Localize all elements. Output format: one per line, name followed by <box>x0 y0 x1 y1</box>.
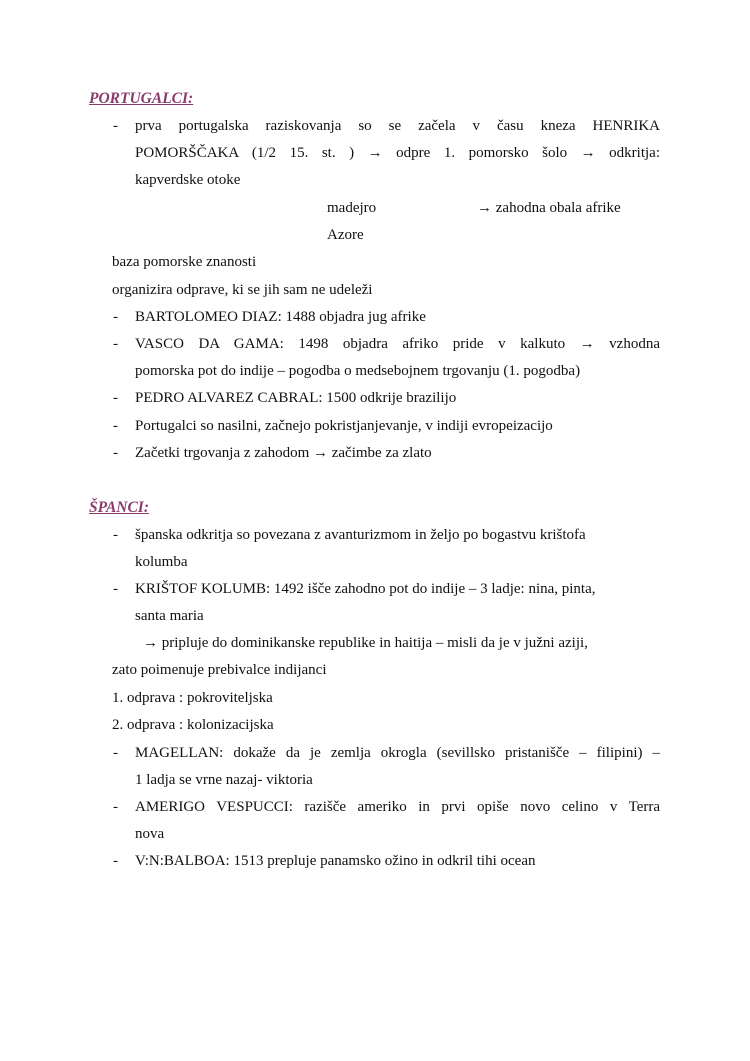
list-item-line: MAGELLAN: dokaže da je zemlja okrogla (sevillsko pristanišče – filipini) – <box>135 745 660 761</box>
list-item-line: AMERIGO VESPUCCI: razišče ameriko in prvi opiše novo celino v Terra <box>135 799 660 815</box>
bullet: - <box>113 527 118 543</box>
paragraph-line: baza pomorske znanosti <box>112 254 257 270</box>
bullet: - <box>113 581 118 597</box>
paragraph-line: 2. odprava : kolonizacijska <box>112 717 274 733</box>
list-item-line: prva portugalska raziskovanja so se začela v času kneza HENRIKA <box>135 118 660 134</box>
list-item-line: V:N:BALBOA: 1513 prepluje panamsko ožino in odkril tihi ocean <box>135 853 536 869</box>
list-item-line: Portugalci so nasilni, začnejo pokristjanjevanje, v indiji evropeizacijo <box>135 418 553 434</box>
heading-spanci: ŠPANCI: <box>89 499 150 516</box>
paragraph-line: 1. odprava : pokroviteljska <box>112 690 273 706</box>
bullet: - <box>113 309 118 325</box>
list-item-line: KRIŠTOF KOLUMB: 1492 išče zahodno pot do indije – 3 ladje: nina, pinta, <box>135 581 596 597</box>
list-item-line: BARTOLOMEO DIAZ: 1488 objadra jug afrike <box>135 309 426 325</box>
list-item-line: španska odkritja so povezana z avanturizmom in željo po bogastvu krištofa <box>135 527 586 543</box>
bullet: - <box>113 336 118 352</box>
bullet: - <box>113 853 118 869</box>
list-item-line: kolumba <box>135 554 188 570</box>
paragraph-line: organizira odprave, ki se jih sam ne udeleži <box>112 282 373 298</box>
list-item-line: madejro <box>327 200 377 216</box>
list-item-line: → pripluje do dominikanske republike in haitija – misli da je v južni aziji, <box>143 635 588 651</box>
list-item-line: 1 ladja se vrne nazaj- viktoria <box>135 772 313 788</box>
list-item-line: santa maria <box>135 608 204 624</box>
bullet: - <box>113 799 118 815</box>
bullet: - <box>113 418 118 434</box>
list-item-line: Azore <box>327 227 364 243</box>
bullet: - <box>113 390 118 406</box>
list-item-line: nova <box>135 826 165 842</box>
list-item-line: PEDRO ALVAREZ CABRAL: 1500 odkrije brazilijo <box>135 390 457 406</box>
bullet: - <box>113 745 118 761</box>
paragraph-line: zato poimenuje prebivalce indijanci <box>112 662 327 678</box>
heading-portugalci: PORTUGALCI: <box>89 90 194 107</box>
list-item-line: → zahodna obala afrike <box>477 200 621 216</box>
list-item-line: Začetki trgovanja z zahodom → začimbe za zlato <box>135 445 432 461</box>
bullet: - <box>113 445 118 461</box>
bullet: - <box>113 118 118 134</box>
list-item-line: pomorska pot do indije – pogodba o medsebojnem trgovanju (1. pogodba) <box>135 363 581 379</box>
list-item-line: POMORŠČAKA (1/2 15. st. ) → odpre 1. pomorsko šolo → odkritja: <box>135 145 660 161</box>
list-item-line: VASCO DA GAMA: 1498 objadra afriko pride v kalkuto → vzhodna <box>135 336 660 352</box>
list-item-line: kapverdske otoke <box>135 172 241 188</box>
